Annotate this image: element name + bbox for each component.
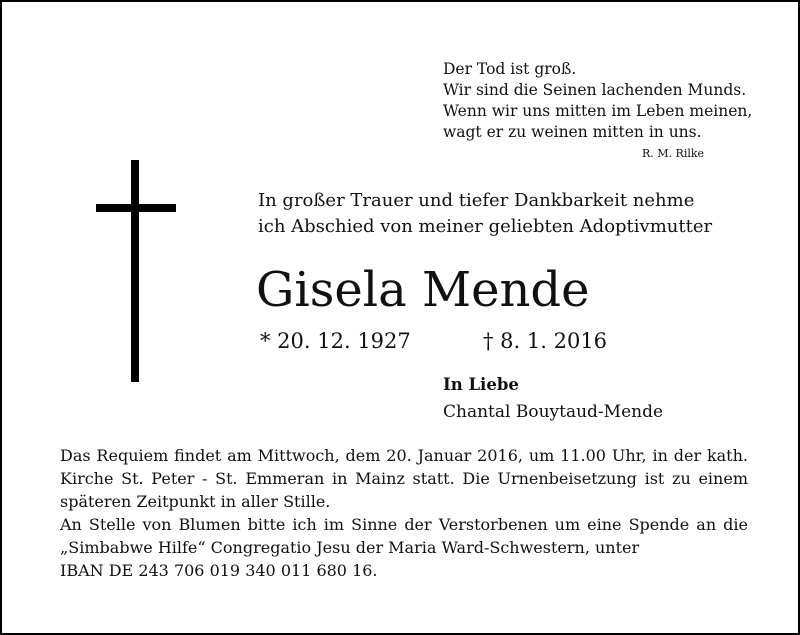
intro-line: In großer Trauer und tiefer Dankbarkeit nehme — [258, 190, 695, 211]
poem-line: Wir sind die Seinen lachenden Munds. — [443, 81, 747, 99]
service-details — [60, 444, 748, 582]
poem-author: R. M. Rilke — [642, 147, 705, 160]
closing-phrase: In Liebe — [443, 375, 519, 394]
deceased-name: Gisela Mende — [256, 262, 590, 318]
intro-text — [258, 188, 712, 240]
intro-line: ich Abschied von meiner geliebten Adoptivmutter — [258, 216, 713, 237]
cross-horizontal-bar — [96, 204, 176, 212]
poem-line: wagt er zu weinen mitten in uns. — [443, 123, 702, 141]
death-date: † 8. 1. 2016 — [483, 329, 608, 353]
details-line: Das Requiem findet am Mittwoch, dem 20. Januar 2016, um 11.00 Uhr, in der kath. — [60, 446, 748, 465]
poem-line: Der Tod ist groß. — [443, 60, 577, 78]
poem-line: Wenn wir uns mitten im Leben meinen, — [443, 102, 753, 120]
details-line: „Simbabwe Hilfe“ Congregatio Jesu der Maria Ward-Schwestern, unter — [60, 538, 640, 557]
details-line: späteren Zeitpunkt in aller Stille. — [60, 492, 331, 511]
birth-date: * 20. 12. 1927 — [260, 329, 411, 353]
details-line: An Stelle von Blumen bitte ich im Sinne der Verstorbenen um eine Spende an die — [60, 515, 748, 534]
signatory-name: Chantal Bouytaud-Mende — [443, 402, 664, 422]
details-line: IBAN DE 243 706 019 340 011 680 16. — [60, 561, 378, 580]
rilke-poem — [443, 59, 752, 143]
cross-icon — [96, 160, 176, 382]
cross-vertical-bar — [131, 160, 139, 382]
details-line: Kirche St. Peter - St. Emmeran in Mainz statt. Die Urnenbeisetzung ist zu einem — [60, 469, 748, 488]
